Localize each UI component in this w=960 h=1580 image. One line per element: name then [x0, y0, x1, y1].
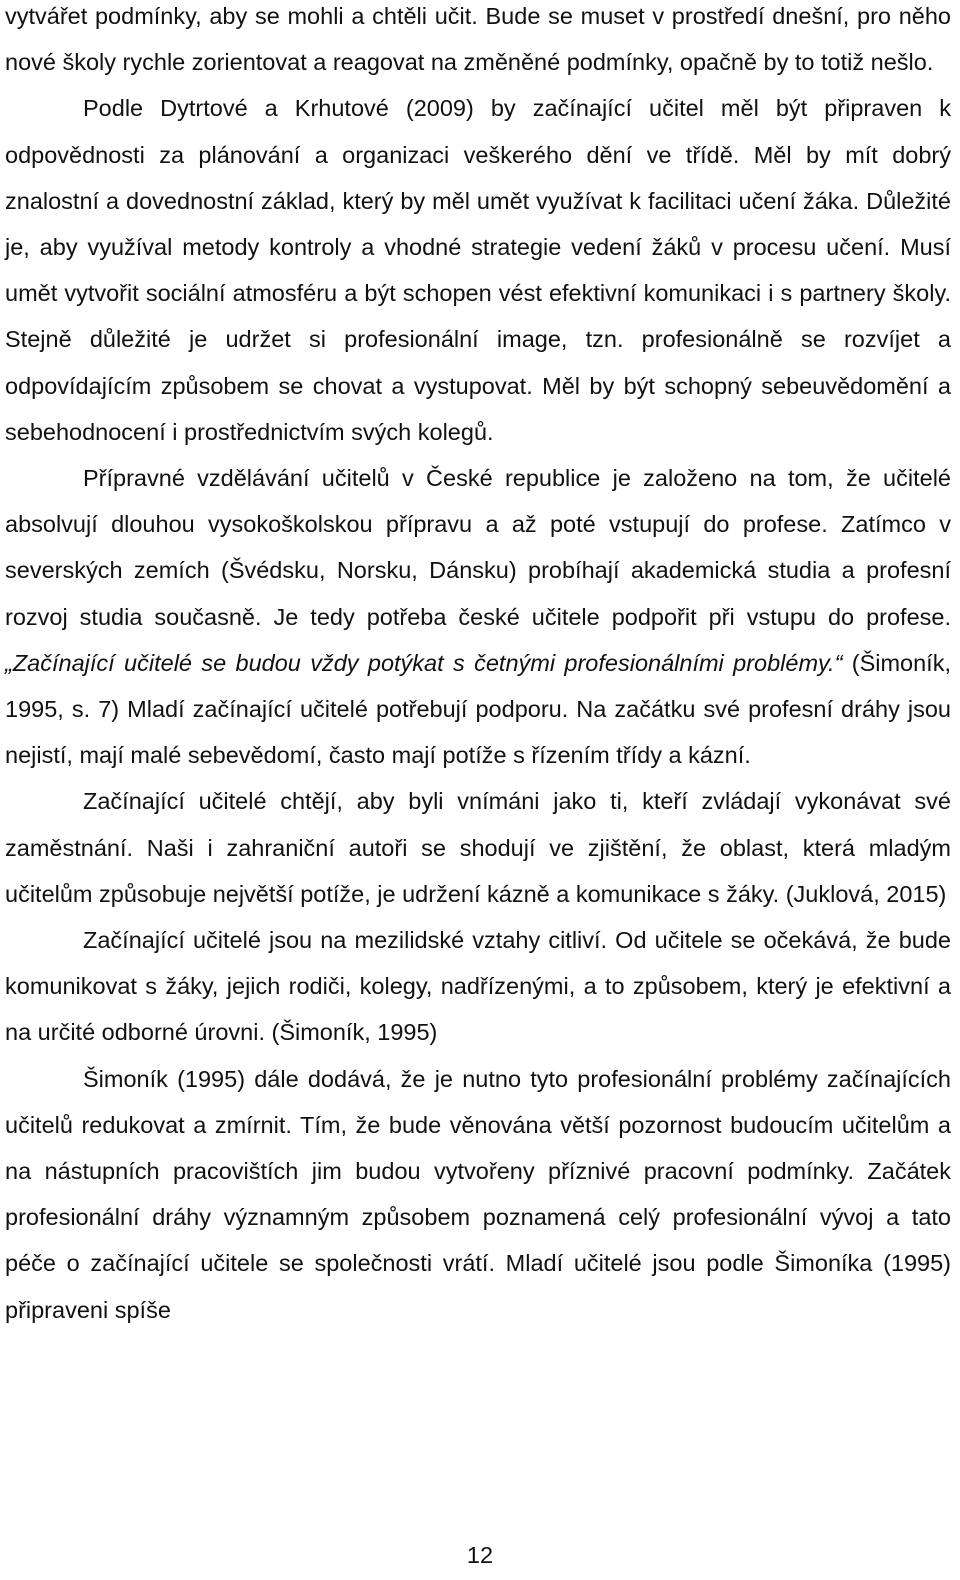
- paragraph-text-before-quote: Přípravné vzdělávání učitelů v České republice je založeno na tom, že učitelé absolvují dlouhou vysokoškolskou přípravu a až poté vstupují do profese. Zatímco v severských zemích (Švédsku, Norsku, Dánsku) probíhají akademická studia a profesní rozvoj studia současně. Je tedy potřeba české učitele podpořit při vstupu do profese.: [5, 465, 951, 630]
- paragraph-dytrtova-krhutova: Podle Dytrtové a Krhutové (2009) by začínající učitel měl být připraven k odpovědnosti za plánování a organizaci veškerého dění ve třídě. Měl by mít dobrý znalostní a dovednostní základ, který by měl umět využívat k facilitaci učení žáka. Důležité je, aby využíval metody kontroly a vhodné strategie vedení žáků v procesu učení. Musí umět vytvořit sociální atmosféru a být schopen vést efektivní komunikaci i s partnery školy. Stejně důležité je udržet si profesionální image, tzn. profesionálně se rozvíjet a odpovídajícím způsobem se chovat a vystupovat. Měl by být schopný sebeuvědomění a sebehodnocení i prostřednictvím svých kolegů.: [5, 95, 951, 445]
- paragraph-simonik: Šimoník (1995) dále dodává, že je nutno tyto profesionální problémy začínajících učitelů redukovat a zmírnit. Tím, že bude věnována větší pozornost budoucím učitelům a na nástupních pracovištích jim budou vytvořeny příznivé pracovní podmínky. Začátek profesionální dráhy významným způsobem poznamená celý profesionální vývoj a tato péče o začínající učitele se společnosti vrátí. Mladí učitelé jsou podle Šimoníka (1995) připraveni spíše: [5, 1065, 951, 1323]
- italic-quote: „Začínající učitelé se budou vždy potýkat s četnými profesionálními problémy.“: [5, 649, 843, 676]
- page-number: 12: [466, 1542, 494, 1568]
- paragraph-interpersonal-relations: Začínající učitelé jsou na mezilidské vztahy citliví. Od učitele se očekává, že bude komunikovat s žáky, jejich rodiči, kolegy, nadřízenými, a to způsobem, který je efektivní a na určité odborné úrovni. (Šimoník, 1995): [5, 927, 951, 1046]
- paragraph-teacher-preparation: [5, 455, 951, 778]
- paragraph-continuation: vytvářet podmínky, aby se mohli a chtěli učit. Bude se muset v prostředí dnešní, pro něho nové školy rychle zorientovat a reagovat na změněné podmínky, opačně by to totiž nešlo.: [5, 3, 951, 76]
- paragraph-text-after-quote: (Šimoník, 1995, s. 7) Mladí začínající učitelé potřebují podporu. Na začátku své profesní dráhy jsou nejistí, mají malé sebevědomí, často mají potíže s řízením třídy a kázní.: [5, 649, 951, 769]
- paragraph-beginning-teachers: Začínající učitelé chtějí, aby byli vnímáni jako ti, kteří zvládají vykonávat své zaměstnání. Naši i zahraniční autoři se shodují ve zjištění, že oblast, která mladým učitelům způsobuje největší potíže, je udržení kázně a komunikace s žáky. (Juklová, 2015): [5, 788, 951, 907]
- document-page: [5, 0, 951, 1333]
